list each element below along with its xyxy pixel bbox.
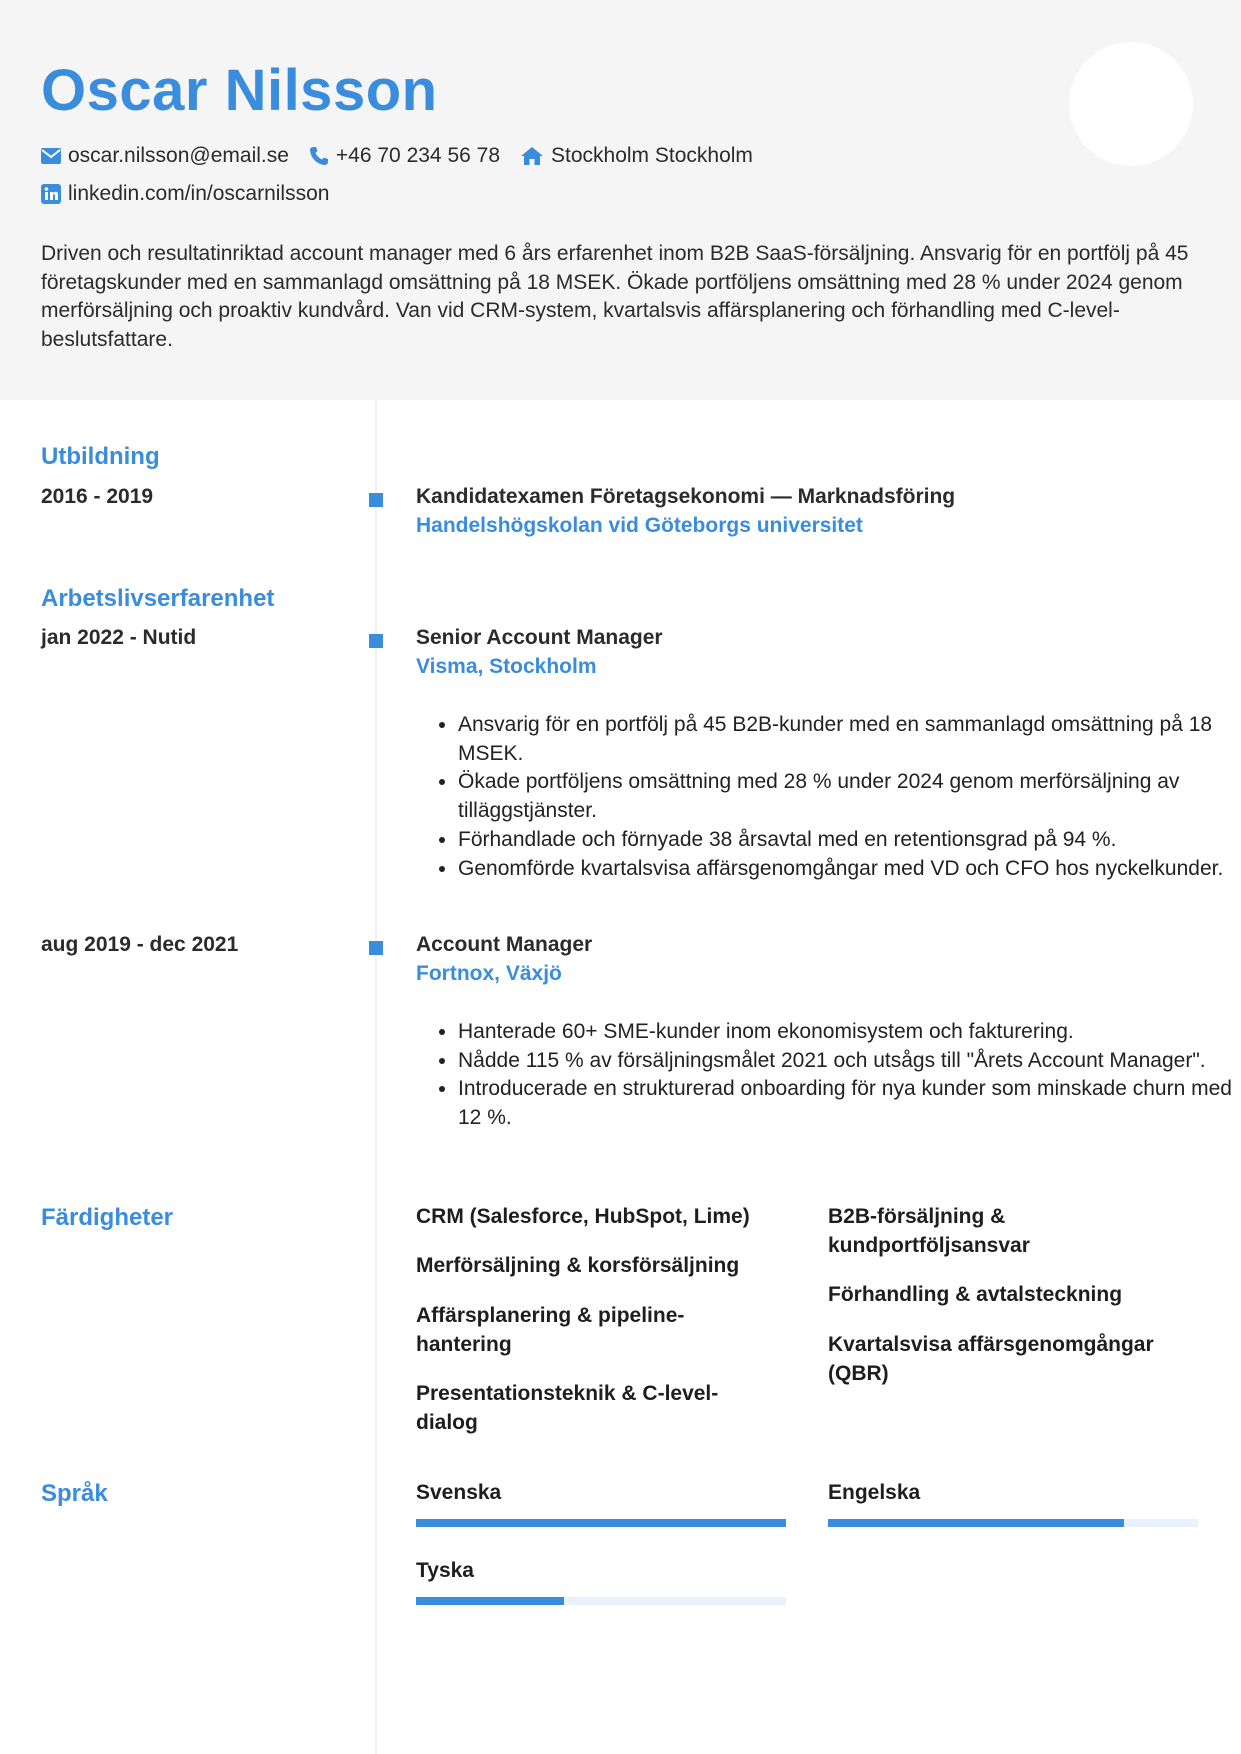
home-icon: [520, 146, 544, 166]
contact-row: [41, 182, 349, 206]
contact-location: [520, 144, 753, 168]
list-item: • Ökade portföljens omsättning med 28 % under 2024 genom merförsäljning av tilläggstjänster.: [458, 768, 1238, 825]
contact-phone[interactable]: [309, 144, 500, 168]
skill-item: CRM (Salesforce, HubSpot, Lime): [416, 1205, 750, 1228]
list-item: • Introducerade en strukturerad onboarding för nya kunder som minskade churn med 12 %.: [458, 1075, 1238, 1132]
language-level-fill: [416, 1519, 786, 1527]
experience-bullets: [416, 711, 1238, 883]
language-level-bar: [416, 1597, 786, 1605]
list-item: • Förhandlade och förnyade 38 årsavtal med en retentionsgrad på 94 %.: [458, 826, 1238, 855]
list-item: • Genomförde kvartalsvisa affärsgenomgångar med VD och CFO hos nyckelkunder.: [458, 855, 1238, 884]
skill-item: B2B-försäljning & kundportföljsansvar: [828, 1205, 1030, 1257]
language-name: Tyska: [416, 1559, 474, 1582]
experience-date: jan 2022 - Nutid: [41, 626, 197, 649]
column-divider: [375, 400, 377, 1754]
section-title-education: Utbildning: [41, 443, 160, 470]
location-text: Stockholm Stockholm: [551, 144, 753, 167]
phone-text: +46 70 234 56 78: [335, 144, 500, 167]
list-item: • Hanterade 60+ SME-kunder inom ekonomisystem och fakturering.: [458, 1018, 1238, 1047]
section-title-languages: Språk: [41, 1480, 108, 1507]
language-name: Engelska: [828, 1481, 921, 1504]
language-level-bar: [828, 1519, 1198, 1527]
language-level-bar: [416, 1519, 786, 1527]
list-item: • Nådde 115 % av försäljningsmålet 2021 och utsågs till "Årets Account Manager".: [458, 1047, 1238, 1076]
experience-company: Visma, Stockholm: [416, 655, 597, 678]
education-school: Handelshögskolan vid Göteborgs universitet: [416, 514, 863, 537]
language-level-fill: [828, 1519, 1124, 1527]
education-date: 2016 - 2019: [41, 485, 154, 508]
experience-role: Senior Account Manager: [416, 626, 663, 649]
profile-photo-placeholder: [1069, 42, 1193, 166]
timeline-marker: [369, 634, 383, 648]
section-title-experience: Arbetslivserfarenhet: [41, 585, 275, 612]
skill-item: Affärsplanering & pipeline-hantering: [416, 1304, 685, 1356]
linkedin-text: linkedin.com/in/oscarnilsson: [68, 182, 330, 205]
list-item: • Ansvarig för en portfölj på 45 B2B-kunder med en sammanlagd omsättning på 18 MSEK.: [458, 711, 1238, 768]
skill-item: Förhandling & avtalsteckning: [828, 1283, 1123, 1306]
timeline-marker: [369, 941, 383, 955]
experience-bullets: [416, 1018, 1238, 1133]
timeline-marker: [369, 493, 383, 507]
contact-email[interactable]: [41, 144, 289, 168]
linkedin-icon: [41, 184, 61, 204]
experience-company: Fortnox, Växjö: [416, 962, 562, 985]
skill-item: Merförsäljning & korsförsäljning: [416, 1254, 740, 1277]
experience-role: Account Manager: [416, 933, 593, 956]
contact-row: [41, 144, 773, 168]
phone-icon: [309, 146, 329, 166]
language-level-fill: [416, 1597, 564, 1605]
education-degree: Kandidatexamen Företagsekonomi — Marknadsföring: [416, 485, 956, 508]
candidate-name: Oscar Nilsson: [41, 58, 438, 123]
experience-date: aug 2019 - dec 2021: [41, 933, 239, 956]
profile-summary: Driven och resultatinriktad account manager med 6 års erfarenhet inom B2B SaaS-försäljning. Ansvarig för en portfölj på 45 företagskunder med en sammanlagd omsättning på 18 MSEK. Ökade portföljens omsättning med 28 % under 2024 genom merförsäljning och proaktiv kundvård. Van vid CRM-system, kvartalsvis affärsplanering och förhandling med C-level-beslutsfattare.: [41, 242, 1189, 351]
skill-item: Kvartalsvisa affärsgenomgångar (QBR): [828, 1333, 1154, 1385]
skill-item: Presentationsteknik & C-level-dialog: [416, 1382, 719, 1434]
email-text: oscar.nilsson@email.se: [68, 144, 289, 167]
section-title-skills: Färdigheter: [41, 1204, 174, 1231]
language-name: Svenska: [416, 1481, 502, 1504]
header-panel: [0, 0, 1241, 400]
envelope-icon: [41, 148, 61, 164]
contact-linkedin[interactable]: [41, 182, 329, 206]
